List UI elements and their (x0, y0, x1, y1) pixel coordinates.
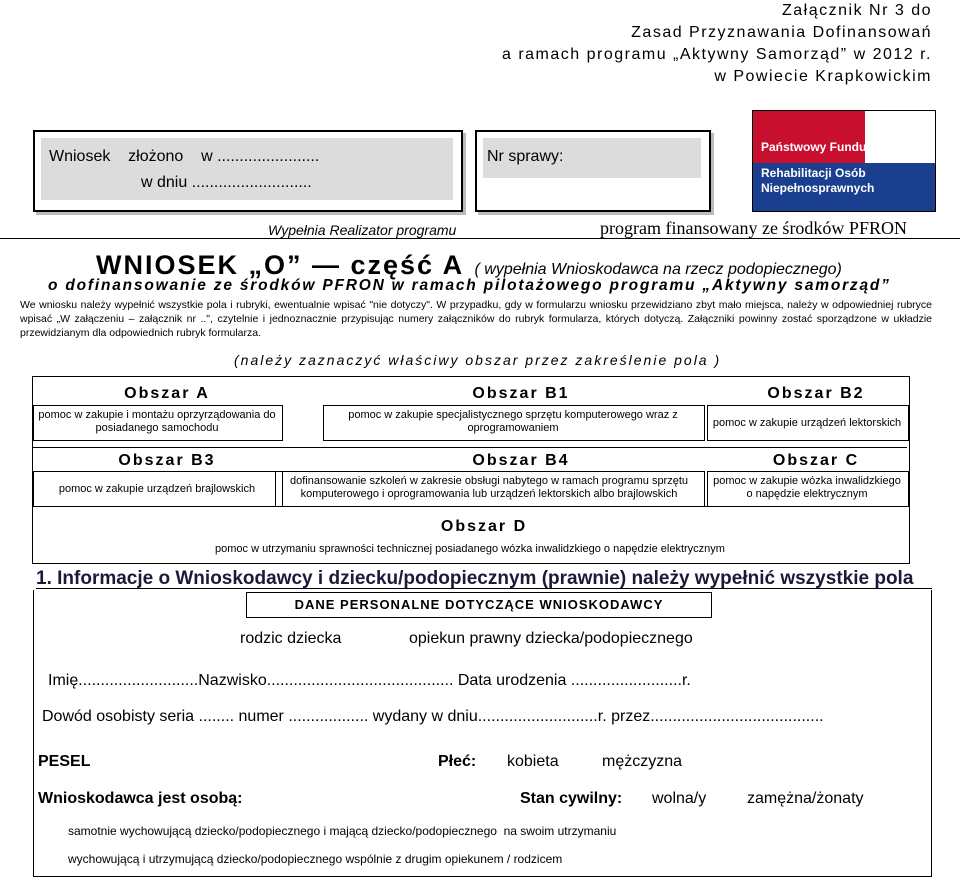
area-b1-title[interactable]: Obszar B1 (472, 385, 570, 402)
section-1-heading: 1. Informacje o Wnioskodawcy i dziecku/podopiecznym (prawnie) należy wypełnić wszystkie pola (36, 568, 914, 589)
pesel-label[interactable]: PESEL (38, 753, 91, 770)
personal-header: DANE PERSONALNE DOTYCZĄCE WNIOSKODAWCY (294, 597, 664, 612)
area-b3-desc: pomoc w zakupie urządzeń brajlowskich (58, 483, 256, 495)
case-number-label[interactable]: Nr sprawy: (487, 148, 564, 165)
area-a-title[interactable]: Obszar A (124, 385, 210, 402)
area-b4-title[interactable]: Obszar B4 (472, 452, 570, 469)
logo-line-2: Rehabilitacji Osób (761, 166, 866, 180)
attachment-header (502, 0, 932, 88)
case-number-box (475, 130, 711, 212)
realizator-note: Wypełnia Realizator programu (268, 222, 457, 238)
header-line-4: w Powiecie Krapkowickim (714, 68, 932, 85)
option-parent[interactable]: rodzic dziecka (240, 630, 342, 647)
pfron-note: program finansowany ze środków PFRON (600, 218, 907, 238)
sex-female[interactable]: kobieta (507, 753, 559, 770)
option-guardian[interactable]: opiekun prawny dziecka/podopiecznego (409, 630, 693, 647)
area-b2-desc: pomoc w zakupie urządzeń lektorskich (712, 417, 902, 429)
instructions: We wniosku należy wypełnić wszystkie pola i rubryki, ewentualnie wpisać "nie dotyczy". W przypadku, gdy w formularzu wniosku przewidziano zbyt mało miejsca, należy w odpowiedniej rubryce wpisać „W załączeniu – załącznik nr ..", czytelnie i jednoznacznie przypisując numery załączników do rubryk formularza, których dotyczą. Załączniki powinny zostać sporządzone w układzie przewidzianym dla odpowiednich rubryk formularza. (20, 299, 932, 339)
option-joint-parent[interactable]: wychowującą i utrzymującą dziecko/podopiecznego wspólnie z drugim opiekunem / rodzicem (68, 852, 563, 866)
submission-box (33, 130, 463, 212)
pfron-logo (752, 110, 936, 212)
submission-date-line[interactable]: Wniosek złożono w ....................... (49, 148, 320, 165)
id-line[interactable]: Dowód osobisty seria ........ numer .................. wydany w dniu...........................r. przez....................................... (42, 708, 824, 725)
personal-header-box (246, 592, 712, 618)
form-subtitle: o dofinansowanie ze środków PFRON w ramach pilotażowego programu „Aktywny samorząd” (48, 277, 891, 294)
section-1-frame (33, 590, 932, 877)
area-b1-desc: pomoc w zakupie specjalistycznego sprzętu komputerowego wraz z oprogramowaniem (348, 409, 678, 434)
header-divider (0, 238, 960, 239)
header-line-3: a ramach programu „Aktywny Samorząd” w 2012 r. (501, 46, 932, 63)
logo-line-1: Państwowy Fundusz (761, 140, 880, 154)
form-title-note: ( wypełnia Wnioskodawca na rzecz podopiecznego) (474, 261, 842, 278)
areas-frame (32, 376, 910, 564)
select-area-note: (należy zaznaczyć właściwy obszar przez zakreślenie pola ) (234, 352, 722, 368)
submission-day-line[interactable]: w dniu ........................... (141, 174, 312, 191)
civil-single[interactable]: wolna/y (652, 790, 707, 807)
area-b3-title[interactable]: Obszar B3 (118, 452, 216, 469)
logo-line-3: Niepełnosprawnych (761, 181, 875, 195)
area-d-title[interactable]: Obszar D (440, 518, 528, 535)
area-b2-title[interactable]: Obszar B2 (767, 385, 865, 402)
area-a-desc: pomoc w zakupie i montażu oprzyrządowania do posiadanego samochodu (38, 409, 276, 434)
civil-label: Stan cywilny: (520, 790, 623, 807)
header-line-1: Załącznik Nr 3 do (782, 2, 932, 19)
area-d-desc: pomoc w utrzymaniu sprawności technicznej posiadanego wózka inwalidzkiego o napędzie elektrycznym (215, 543, 725, 555)
name-line[interactable]: Imię...........................Nazwisko.......................................... Data urodzenia .........................r. (48, 672, 691, 689)
area-c-desc: pomoc w zakupie wózka inwalidzkiego o napędzie elektrycznym (713, 475, 901, 500)
applicant-label: Wnioskodawca jest osobą: (38, 790, 243, 807)
area-c-title[interactable]: Obszar C (772, 452, 860, 469)
sex-label: Płeć: (438, 753, 477, 770)
sex-male[interactable]: mężczyzna (602, 753, 683, 770)
form-title-main: WNIOSEK „O” — część A (96, 250, 465, 280)
area-b4-desc: dofinansowanie szkoleń w zakresie obsługi nabytego w ramach programu sprzętu komputerowego i oprogramowania lub urządzeń lektorskich albo brajlowskich (289, 475, 689, 500)
option-single-parent[interactable]: samotnie wychowującą dziecko/podopiecznego i mającą dziecko/podopiecznego na swoim utrzymaniu (68, 824, 617, 838)
header-line-2: Zasad Przyznawania Dofinansowań (631, 24, 932, 41)
logo-lines (761, 166, 874, 196)
civil-married[interactable]: zamężna/żonaty (747, 790, 864, 807)
